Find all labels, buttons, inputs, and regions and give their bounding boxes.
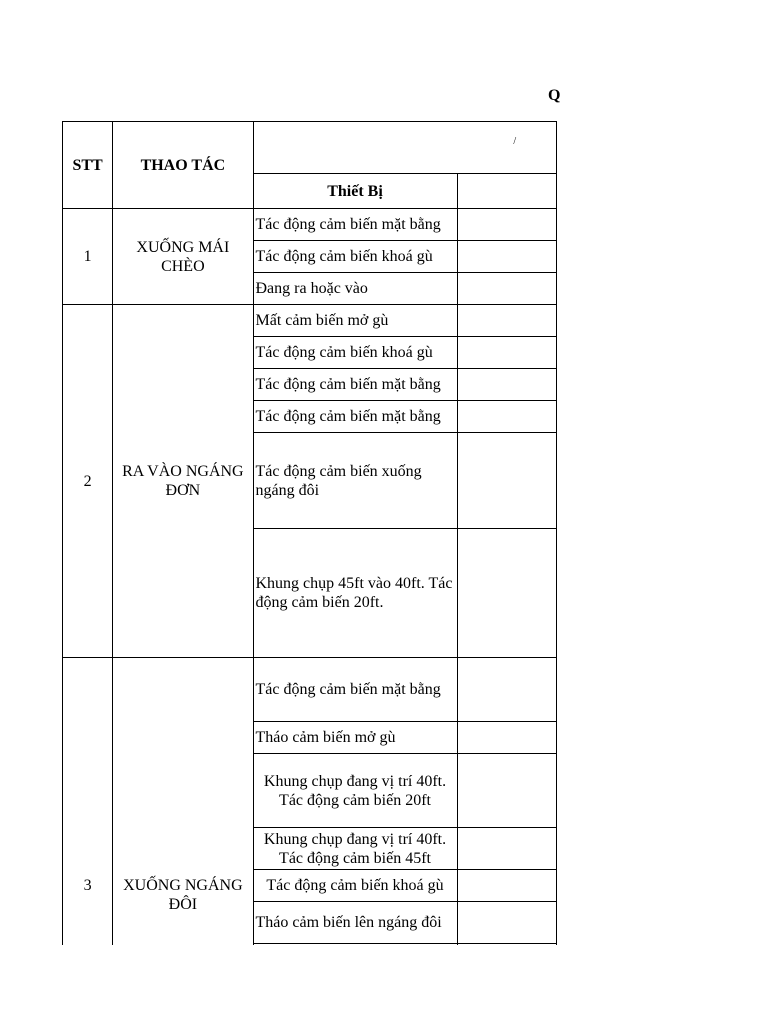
empty-cell — [457, 337, 556, 369]
empty-cell — [457, 754, 556, 828]
device-cell: Tác động cảm biến mặt bằng — [253, 369, 457, 401]
device-cell: Tác động cảm biến xuống ngáng đôi — [253, 433, 457, 529]
empty-cell — [457, 529, 556, 658]
empty-cell — [457, 658, 556, 722]
device-cell: Tác động cảm biến mặt bằng — [253, 401, 457, 433]
action-cell: XUỐNG NGÁNG ĐÔI — [113, 658, 253, 946]
table-row — [63, 209, 557, 241]
device-cell: Tháo cảm biến mở gù — [253, 722, 457, 754]
empty-cell — [457, 209, 556, 241]
device-cell: Khung chụp đang vị trí 40ft. Tác động cảm biến 20ft — [253, 754, 457, 828]
stt-cell: 1 — [63, 209, 113, 305]
table-row — [63, 305, 557, 337]
header-device: Thiết Bị — [253, 174, 457, 209]
empty-cell — [457, 241, 556, 273]
header-fragment: / — [513, 136, 517, 147]
page-title: Q — [548, 87, 561, 104]
empty-cell — [457, 305, 556, 337]
empty-cell — [457, 722, 556, 754]
empty-cell — [457, 273, 556, 305]
device-cell: Tháo cảm biến lên ngáng đôi — [253, 902, 457, 944]
stt-cell: 3 — [63, 658, 113, 946]
table-row — [63, 658, 557, 722]
empty-cell — [457, 944, 556, 946]
action-cell: RA VÀO NGÁNG ĐƠN — [113, 305, 253, 658]
header-empty-cell — [457, 174, 556, 209]
device-cell: Mất cảm biến mở gù — [253, 305, 457, 337]
device-cell: Tác động cảm biến khoá gù — [253, 241, 457, 273]
spreadsheet-table-area — [62, 121, 557, 945]
device-cell: Tác động cảm biến khoá gù — [253, 337, 457, 369]
header-merged-cut — [253, 122, 557, 174]
empty-cell — [457, 828, 556, 870]
action-cell: XUỐNG MÁI CHÈO — [113, 209, 253, 305]
device-cell: Khung chụp 45ft vào 40ft. Tác động cảm biến 20ft. — [253, 529, 457, 658]
header-stt: STT — [63, 122, 113, 209]
header-action: THAO TÁC — [113, 122, 253, 209]
header-row — [63, 122, 557, 174]
device-cell: Tác động cảm biến khoá gù — [253, 870, 457, 902]
empty-cell — [457, 401, 556, 433]
device-cell: Tác động cảm biến mặt bằng — [253, 658, 457, 722]
device-cell: Đang ra hoặc vào — [253, 273, 457, 305]
empty-cell — [457, 433, 556, 529]
empty-cell — [253, 944, 457, 946]
empty-cell — [457, 902, 556, 944]
empty-cell — [457, 870, 556, 902]
empty-cell — [457, 369, 556, 401]
device-cell: Tác động cảm biến mặt bằng — [253, 209, 457, 241]
device-cell: Khung chụp đang vị trí 40ft. Tác động cảm biến 45ft — [253, 828, 457, 870]
stt-cell: 2 — [63, 305, 113, 658]
operations-table — [62, 121, 557, 945]
